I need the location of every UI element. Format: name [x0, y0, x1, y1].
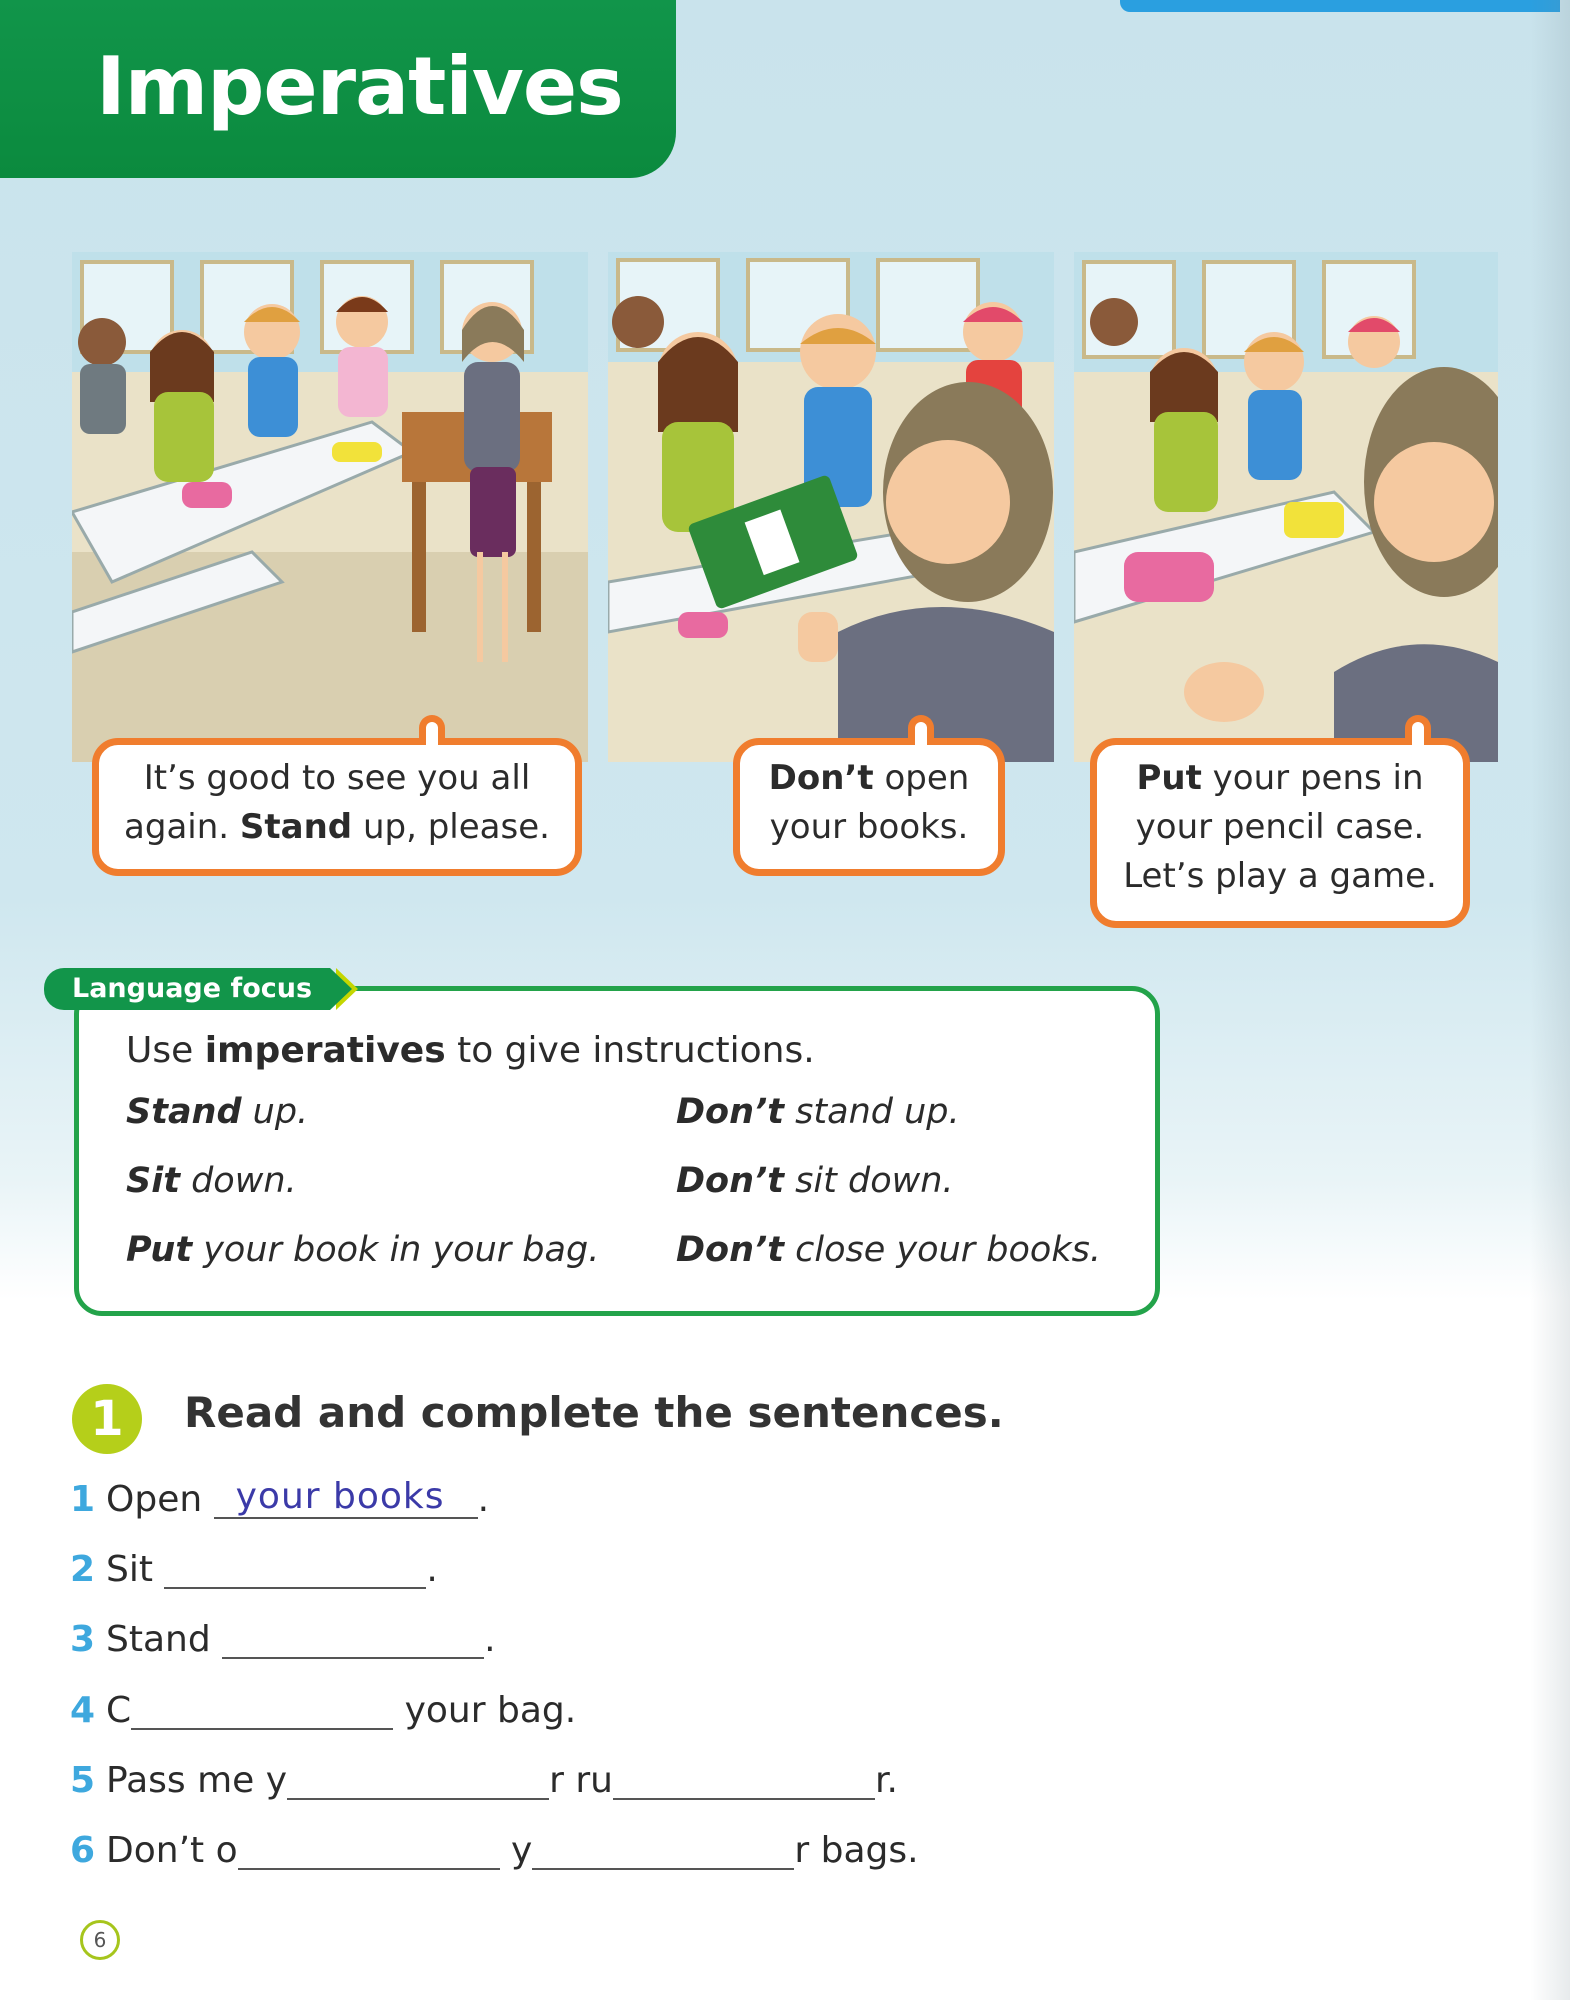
- example-left-1: Stand up.: [126, 1092, 309, 1132]
- exercise-item-4: [70, 1686, 576, 1736]
- bubble-tail: [908, 715, 934, 745]
- item-text: C: [106, 1690, 132, 1731]
- item-number: 5: [70, 1760, 96, 1801]
- comic-panel-3: [1074, 252, 1498, 762]
- item-number: 3: [70, 1619, 96, 1660]
- exercise-number-badge: 1: [72, 1384, 142, 1454]
- example-right-3: Don’t close your books.: [676, 1230, 1101, 1270]
- answer-blank[interactable]: [131, 1688, 393, 1730]
- exercise-heading: Read and complete the sentences.: [184, 1388, 1004, 1437]
- item-end: .: [484, 1619, 496, 1660]
- bubble-text: your books.: [769, 807, 969, 847]
- title-banner: [0, 0, 676, 178]
- speech-bubble-2: [733, 738, 1005, 876]
- item-text: Stand: [106, 1619, 211, 1660]
- answer-blank[interactable]: [164, 1547, 426, 1589]
- bubble-text: your pens in: [1201, 758, 1424, 798]
- answer-blank[interactable]: [532, 1828, 794, 1870]
- bubble-text: Let’s play a game.: [1123, 856, 1437, 896]
- bubble-tail: [419, 715, 445, 745]
- item-number: 6: [70, 1830, 96, 1871]
- example-left-2: Sit down.: [126, 1161, 297, 1201]
- exercise-item-5: [70, 1756, 898, 1806]
- example-right-1: Don’t stand up.: [676, 1092, 960, 1132]
- exercise-item-2: [70, 1545, 438, 1595]
- item-text: your bag.: [404, 1690, 577, 1731]
- item-end: .: [426, 1549, 438, 1590]
- bubble-bold-word: Put: [1136, 758, 1202, 798]
- classroom-illustration-2: [608, 252, 1054, 762]
- item-text: Sit: [106, 1549, 153, 1590]
- example-right-2: Don’t sit down.: [676, 1161, 954, 1201]
- answer-blank[interactable]: [222, 1617, 484, 1659]
- item-text: y: [511, 1830, 533, 1871]
- item-text: Open: [106, 1479, 203, 1520]
- item-number: 1: [70, 1479, 96, 1520]
- exercise-item-3: [70, 1615, 496, 1665]
- page-number: 6: [80, 1920, 120, 1960]
- language-focus-intro: Use imperatives to give instructions.: [126, 1030, 815, 1071]
- bubble-tail: [1405, 715, 1431, 745]
- answer-blank[interactable]: [287, 1758, 549, 1800]
- tab-arrow: [330, 968, 352, 1010]
- item-text: Don’t o: [106, 1830, 238, 1871]
- item-text: r bags.: [794, 1830, 919, 1871]
- item-text: Pass me y: [106, 1760, 288, 1801]
- top-accent-bar: [1120, 0, 1560, 12]
- bubble-text: It’s good to see you all: [143, 758, 531, 798]
- intro-bold-word: imperatives: [204, 1030, 446, 1071]
- item-text: r.: [874, 1760, 898, 1801]
- item-number: 2: [70, 1549, 96, 1590]
- bubble-text: your pencil case.: [1135, 807, 1425, 847]
- exercise-item-6: [70, 1826, 919, 1876]
- comic-panel-1: [72, 252, 588, 762]
- answer-blank[interactable]: [238, 1828, 500, 1870]
- page-edge-shadow: [1530, 0, 1570, 2000]
- comic-panel-2: [608, 252, 1054, 762]
- speech-bubble-1: [92, 738, 582, 876]
- item-end: .: [477, 1479, 490, 1520]
- answer-blank-filled[interactable]: your books: [214, 1477, 478, 1519]
- item-text: r ru: [549, 1760, 613, 1801]
- bubble-bold-word: Stand: [239, 807, 353, 847]
- bubble-text: again.: [124, 807, 240, 847]
- classroom-illustration-3: [1074, 252, 1498, 762]
- answer-blank[interactable]: [613, 1758, 875, 1800]
- exercise-item-1: [70, 1475, 489, 1525]
- page-title: Imperatives: [96, 40, 623, 133]
- item-number: 4: [70, 1690, 96, 1731]
- language-focus-tab: Language focus: [44, 968, 330, 1010]
- bubble-bold-word: Don’t: [768, 758, 874, 798]
- example-left-3: Put your book in your bag.: [126, 1230, 600, 1270]
- classroom-illustration-1: [72, 252, 588, 762]
- bubble-text: up, please.: [352, 807, 550, 847]
- speech-bubble-3: [1090, 738, 1470, 928]
- bubble-text: open: [873, 758, 970, 798]
